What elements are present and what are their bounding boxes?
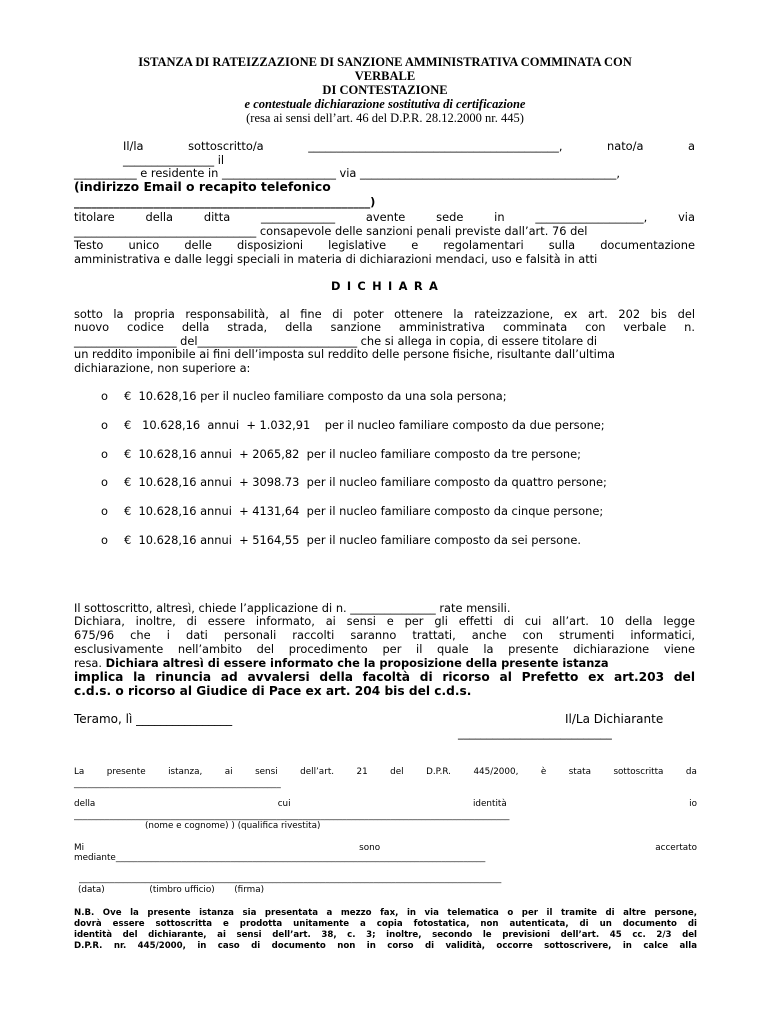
note-line-4: D.P.R. nr. 445/2000, in caso di documento non in corso di validità, occorre sottoscrivere, in calce alla [74, 941, 697, 951]
intro-line-7: ________________________________ consapevole delle sanzioni penali previste dall’art. 76 del [74, 224, 588, 238]
place-date-field[interactable]: Teramo, lì ________________ [74, 712, 233, 726]
field-company-blank[interactable]: _____________ [261, 210, 336, 224]
cert-row-2 [74, 799, 697, 810]
intro-line-9: amministrativa e dalle leggi speciali in materia di dichiarazioni mendaci, uso e falsità in atti [74, 252, 598, 266]
body2-line-5 [74, 656, 695, 670]
cert-word: io [689, 799, 697, 809]
declarant-label: Il/La Dichiarante [565, 712, 664, 726]
body2-line-6: implica la rinuncia ad avvalersi della facoltà di ricorso al Prefetto ex art.203 del [74, 670, 695, 684]
option-text: € 10.628,16 annui + 5164,55 per il nucleo familiare composto da sei persone. [124, 533, 581, 547]
label-a: a [688, 139, 695, 153]
note-line-2: dovrà essere sottoscritta e prodotta unitamente a copia fotostatica, non autenticata, di un documento di [74, 919, 697, 929]
email-phone-label: (indirizzo Email o recapito telefonico [74, 179, 331, 194]
label-sottoscritto: sottoscritto/a [188, 139, 264, 153]
option-checkbox[interactable]: o [101, 504, 108, 518]
cert-row-1 [74, 767, 697, 778]
option-text: € 10.628,16 annui + 3098.73 per il nucleo familiare composto da quattro persone; [124, 475, 607, 489]
option-checkbox[interactable]: o [101, 533, 108, 547]
body2-line-3: 675/96 che i dati personali raccolti saranno trattati, anche con strumenti informatici, [74, 628, 695, 642]
cert-word: D.P.R. [426, 767, 451, 777]
label-della: della [145, 210, 174, 224]
declarant-signature-line[interactable]: ___________________________ [458, 726, 612, 740]
option-checkbox[interactable]: o [101, 389, 108, 403]
cert-row-1-blank[interactable]: _______________________________________________ [74, 779, 281, 789]
option-checkbox[interactable]: o [101, 475, 108, 489]
field-name-blank[interactable]: ____________________________________________, [308, 139, 563, 153]
cert-word: sottoscritta [613, 767, 664, 777]
intro-line-8: Testo unico delle disposizioni legislative e regolamentari sulla documentazione [74, 238, 695, 252]
body2-line-7: c.d.s. o ricorso al Giudice di Pace ex art. 204 bis del c.d.s. [74, 684, 472, 698]
label-in: in [494, 210, 505, 224]
option-checkbox[interactable]: o [101, 447, 108, 461]
legal-reference: (resa ai sensi dell’art. 46 del D.P.R. 28.12.2000 nr. 445) [246, 111, 524, 125]
body1-line-3: __________________ del____________________________ che si allega in copia, di essere titolare di [74, 334, 598, 348]
intro-line-1 [123, 139, 695, 153]
cert-row-2-blank[interactable]: ___________________________________________________________________________________________________ [74, 811, 510, 821]
cert-word: della [74, 799, 96, 809]
option-text: € 10.628,16 annui + 2065,82 per il nucleo familiare composto da tre persone; [124, 447, 581, 461]
note-line-1: N.B. Ove la presente istanza sia presentata a mezzo fax, in via telematica o per il tramite di altre persone, [74, 908, 697, 918]
option-text: € 10.628,16 annui + 1.032,91 per il nucleo familiare composto da due persone; [124, 418, 605, 432]
label-titolare: titolare [74, 210, 115, 224]
cert-word: accertato [655, 843, 697, 853]
cert-word: identità [472, 799, 507, 809]
document-title-line-2: VERBALE [354, 69, 416, 83]
cert-word: è [540, 767, 547, 777]
cert-word: cui [277, 799, 291, 809]
body2-line-2: Dichiara, inoltre, di essere informato, ai sensi e per gli effetti di cui all’art. 10 della legge [74, 614, 695, 628]
cert-word: ai [224, 767, 233, 777]
label-ditta: ditta [203, 210, 231, 224]
cert-date-stamp-sign-hint: (data) (timbro ufficio) (firma) [78, 885, 265, 895]
body2-resa: resa. [74, 656, 106, 670]
cert-word: da [685, 767, 697, 777]
email-phone-blank[interactable]: ____________________________________________________) [74, 195, 376, 209]
body1-line-1: sotto la propria responsabilità, al fine di poter ottenere la rateizzazione, ex art. 202 bis del [74, 307, 695, 321]
cert-word: sono [359, 843, 381, 853]
option-checkbox[interactable]: o [101, 418, 108, 432]
body1-line-4: un reddito imponibile ai fini dell’imposta sul reddito delle persone fisiche, risultante dall’ultima [74, 347, 615, 361]
option-text: € 10.628,16 annui + 4131,64 per il nucleo familiare composto da cinque persone; [124, 504, 604, 518]
cert-word: 445/2000, [473, 767, 519, 777]
label-avente: avente [365, 210, 406, 224]
cert-word: del [390, 767, 404, 777]
cert-word: La [74, 767, 85, 777]
cert-word: istanza, [168, 767, 203, 777]
cert-word: Mi [74, 843, 85, 853]
document-title-line-1: ISTANZA DI RATEIZZAZIONE DI SANZIONE AMMINISTRATIVA COMMINATA CON [138, 55, 632, 69]
field-city-blank[interactable]: ___________________, [535, 210, 648, 224]
option-text: € 10.628,16 per il nucleo familiare composto da una sola persona; [124, 389, 507, 403]
cert-stamp-line[interactable]: ________________________________________________________________________________________________ [79, 874, 502, 884]
body2-line-1: Il sottoscritto, altresì, chiede l’applicazione di n. _______________ rate mensili. [74, 601, 511, 615]
cert-word: 21 [356, 767, 368, 777]
cert-word: sensi [255, 767, 278, 777]
cert-word: dell’art. [300, 767, 335, 777]
label-sede: sede [436, 210, 464, 224]
intro-line-6 [74, 210, 695, 224]
cert-word: stata [568, 767, 591, 777]
intro-line-2: ________________ il [123, 153, 225, 167]
document-subtitle: e contestuale dichiarazione sostitutiva di certificazione [244, 97, 526, 111]
cert-word: presente [106, 767, 146, 777]
body2-line-4: esclusivamente nell’ambito del procedimento per il quale la presente dichiarazione viene [74, 642, 695, 656]
body2-bold-start: Dichiara altresì di essere informato che la proposizione della presente istanza [105, 656, 609, 670]
dichiara-heading: D I C H I A R A [331, 279, 439, 293]
label-via: via [678, 210, 695, 224]
label-il-la: Il/la [123, 139, 144, 153]
intro-line-3: ___________ e residente in ____________________ via _____________________________________________, [74, 166, 620, 180]
cert-means-blank[interactable]: mediante____________________________________________________________________________________ [74, 853, 486, 863]
body1-line-5: dichiarazione, non superiore a: [74, 361, 251, 375]
note-line-3: identità del dichiarante, ai sensi dell’art. 38, c. 3; inoltre, secondo le previsioni dell’art. 45 cc. 2/3 del [74, 930, 697, 940]
label-nato: nato/a [607, 139, 644, 153]
cert-name-role-hint: (nome e cognome) ) (qualifica rivestita) [145, 821, 321, 831]
document-title-line-3: DI CONTESTAZIONE [322, 83, 448, 97]
body1-line-2: nuovo codice della strada, della sanzione amministrativa comminata con verbale n. [74, 320, 695, 334]
